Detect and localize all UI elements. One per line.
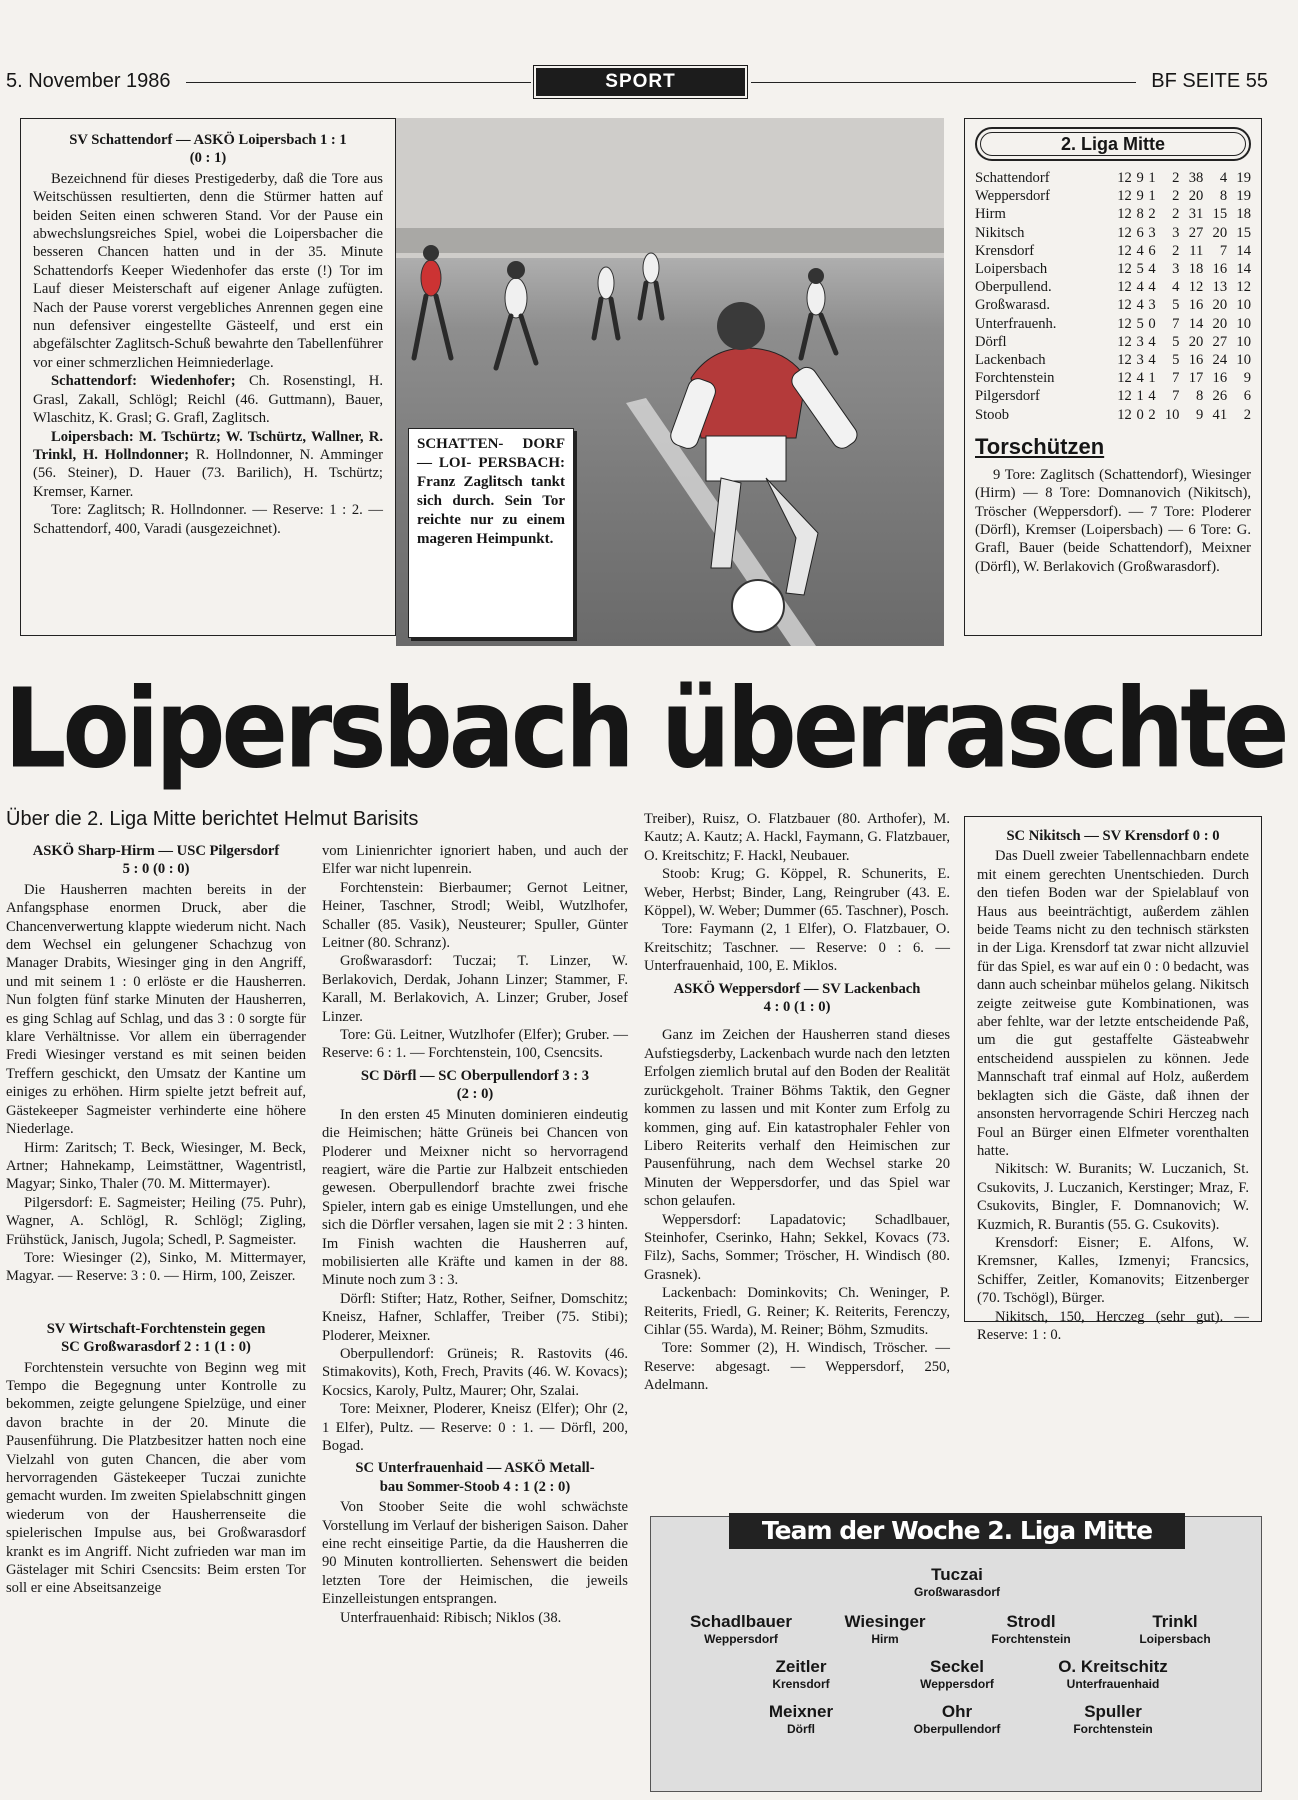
game-unterfrauenhaid-lineup-stoob: Stoob: Krug; G. Köppel, R. Schunerits, E. Weber, Herbst; Binder, Lang, Reingruber (43. E. Köppel), W. Weber; Dummer (65. Taschner), Posch. [644,866,950,920]
player-name: Schadlbauer [689,1612,793,1631]
stat-cell: 1 [1148,188,1156,205]
team-name: Krensdorf [975,242,1035,259]
standings-row [975,406,1251,424]
stat-cell: 2 [1148,406,1156,423]
standings-row [975,187,1251,205]
stat-cell: 8 [1219,188,1228,205]
standings-row [975,278,1251,296]
stat-cell: 12 [1117,352,1132,369]
stat-cell: 4 [1219,170,1228,186]
stat-cell: 6 [1148,242,1156,259]
team-player [867,1565,1047,1599]
team-player [1085,1612,1265,1646]
issue-date: 5. November 1986 [6,70,171,92]
stat-cell: 0 [1136,406,1144,423]
standings-row [975,224,1251,242]
nikitsch-box [964,816,1262,1343]
stat-cell: 19 [1236,170,1251,186]
team-name: Lackenbach [975,352,1046,369]
stat-cell: 12 [1117,188,1132,205]
standings-row [975,351,1251,369]
player-club: Krensdorf [772,1677,830,1691]
game-nikitsch-lineup-away: Krensdorf: Eisner; E. Alfons, W. Kremsner, Kalles, Izmenyi; Francsics, Schiffer, Zeitler, Komanovits; Eitzenberger (70. Tschögl), Bürger. [977,1234,1249,1307]
header-rule-left [186,82,531,83]
game-unterfrauenhaid-lineup-home: Unterfrauenhaid: Ribisch; Niklos (38. [340,1609,562,1626]
team-name: Nikitsch [975,224,1025,241]
stat-cell: 20 [1212,297,1228,314]
standings-row [975,333,1251,351]
stat-cell: 12 [1117,206,1132,223]
stat-cell: 14 [1236,242,1251,259]
team-name: Loipersbach [975,261,1048,278]
top-article-goals: Tore: Zaglitsch; R. Hollndonner. — Reserve: 1 : 2. — Schattendorf, 400, Varadi (ausgezeichnet). [33,502,383,537]
stat-cell: 8 [1136,206,1144,223]
stat-cell: 4 [1148,333,1156,350]
stat-cell: 8 [1196,388,1204,405]
column-1 [6,842,306,1598]
player-name: Wiesinger [844,1612,926,1631]
stat-cell: 2 [1172,242,1180,259]
team-player [1023,1702,1203,1736]
stat-cell: 7 [1219,242,1228,259]
stat-cell: 1 [1148,370,1156,387]
stat-cell: 19 [1236,188,1251,205]
stat-cell: 2 [1243,406,1251,423]
standings-row [975,387,1251,405]
stat-cell: 7 [1172,388,1180,405]
game-hirm-title: ASKÖ Sharp-Hirm — USC Pilgersdorf 5 : 0 (0 : 0) [32,843,280,878]
stat-cell: 13 [1212,279,1228,296]
stat-cell: 10 [1164,406,1180,423]
standings-table [975,169,1251,424]
game-doerfl-lineup-away: Oberpullendorf: Grüneis; R. Rastovits (46. Stimakovits), Koth, Frech, Pravits (46. W. Kovacs); Kocsics, Karoly, Pultz, Maurer; Ohr, Szalai. [322,1345,628,1399]
game-forchtenstein-goals: Tore: Gü. Leitner, Wutzlhofer (Elfer); Gruber. — Reserve: 6 : 1. — Forchtenstein, 100, Csencsits. [322,1027,628,1062]
page-header [6,70,1268,94]
team-name: Schattendorf [975,170,1050,186]
stat-cell: 3 [1172,261,1180,278]
column-3 [644,810,950,1395]
team-title: Team der Woche 2. Liga Mitte [729,1513,1185,1549]
stat-cell: 2 [1172,170,1180,186]
game-nikitsch-lineup-home: Nikitsch: W. Buranits; W. Luczanich, St. Csukovits, J. Luczanich, Kerstinger; Mraz, F. Csukovits, Bingler, F. Domnanovich; W. Kuzmich, R. Burantis (55. G. Csukovits). [977,1161,1249,1233]
top-article-box [20,118,396,636]
stat-cell: 18 [1188,261,1204,278]
stat-cell: 12 [1117,261,1132,278]
stat-cell: 4 [1148,261,1156,278]
top-article-lineup-home: Schattendorf: Wiedenhofer; Ch. Rosenstingl, H. Grasl, Zakall, Schlögl; Reichl (46. Guttmann), Bauer, Wlaschitz, K. Grasl; G. Grafl, Zaglitsch. [33,373,383,427]
stat-cell: 3 [1148,297,1156,314]
stat-cell: 38 [1188,170,1204,186]
game-weppersdorf-lineup-away: Lackenbach: Dominkovits; Ch. Weninger, P. Reiterits, Friedl, G. Reiner; K. Reiterits, Ferenczy, Cihlar (55. Warda), M. Reiner; Böhm, Szmudits. [644,1285,950,1338]
stat-cell: 7 [1172,370,1180,387]
team-name: Hirm [975,206,1006,223]
team-name: Weppersdorf [975,188,1051,205]
game-doerfl-body: In den ersten 45 Minuten dominieren eindeutig die Heimischen; hätte Grüneis bei Chancen von Ploderer und Meixner nicht so hervorragend reagiert, wäre die Partie zur Halbzeit entschieden gewesen. Oberpullendorf brachte zwei frische Spieler, intern gab es einige Umstellungen, und ehe sich die Dörfler versahen, lagen sie mit 2 : 3 hinten. Im Finish wachten die Hausherren auf, mobilisierten alle Kräfte und kamen in der 88. Minute noch zum 3 : 3. [322,1106,628,1289]
player-club: Forchtenstein [991,1632,1071,1646]
stat-cell: 4 [1136,370,1144,387]
stat-cell: 16 [1212,370,1228,387]
team-name: Oberpullend. [975,279,1052,296]
stat-cell: 4 [1136,279,1144,296]
top-article-lineup-away: Loipersbach: M. Tschürtz; W. Tschürtz, Wallner, R. Trinkl, H. Hollndonner; R. Hollndonner, N. Amminger (56. Steiner), D. Hauer (73. Barilich), H. Tschürtz; Kremser, Karner. [33,428,384,500]
stat-cell: 16 [1188,352,1204,369]
stat-cell: 26 [1212,388,1228,405]
stat-cell: 31 [1188,206,1204,223]
stat-cell: 9 [1196,406,1204,423]
standings-row [975,242,1251,260]
stat-cell: 12 [1117,279,1132,296]
stat-cell: 14 [1188,315,1204,332]
player-name: Ohr [941,1702,973,1721]
stat-cell: 9 [1136,188,1144,205]
byline: Über die 2. Liga Mitte berichtet Helmut Barisits [6,808,419,830]
stat-cell: 12 [1117,370,1132,387]
stat-cell: 6 [1243,388,1251,405]
stat-cell: 5 [1172,297,1180,314]
game-hirm-lineup-pilgersdorf: Pilgersdorf: E. Sagmeister; Heiling (75. Puhr), Wagner, A. Schlögl, R. Schlögl; Zigling, Frühstück, Janisch, Jugola; Schedl, P. Sagmeister. [6,1194,306,1248]
game-weppersdorf-title: ASKÖ Weppersdorf — SV Lackenbach 4 : 0 (1 : 0) [673,980,921,1016]
stat-cell: 9 [1243,370,1251,387]
stat-cell: 17 [1188,370,1204,387]
stat-cell: 4 [1148,352,1156,369]
team-name: Dörfl [975,333,1007,350]
stat-cell: 12 [1117,315,1132,332]
stat-cell: 5 [1136,261,1144,278]
team-of-the-week [650,1516,1262,1792]
player-club: Dörfl [787,1722,815,1736]
stat-cell: 4 [1136,297,1144,314]
game-forchtenstein-body: Forchtenstein versuchte von Beginn weg mit Tempo die Begegnung unter Kontrolle zu bekommen, zeigte gelungene Spielzüge, und einer davon brachte in der 20. Minute die Pausenführung. Die Platzbesitzer hatten noch eine Vielzahl von guten Chancen, die aber vom hervorragenden Gästekeeper Tuczai zunichte gemacht wurden. Im zweiten Spielabschnitt gingen wiederum von der Hausherrenseite die spielerischen Impulse aus, bei Großwarasdorf krankt es im Angriff. Nicht zufrieden war man im Gästelager mit Schiri Csencsits: Beim ersten Tor soll er eine Abseitsanzeige [6,1359,306,1597]
game-doerfl-lineup-home: Dörfl: Stifter; Hatz, Rother, Seifner, Domschitz; Kneisz, Hafner, Schlaffer, Treiber (75. Stibi); Ploderer, Meixner. [322,1290,628,1344]
stat-cell: 14 [1236,261,1251,278]
stat-cell: 12 [1117,297,1132,314]
team-player [867,1657,1047,1691]
player-club: Forchtenstein [1073,1722,1153,1736]
stat-cell: 6 [1136,224,1144,241]
stat-cell: 12 [1188,279,1204,296]
player-name: Strodl [1006,1612,1056,1631]
stat-cell: 11 [1189,242,1204,259]
player-club: Hirm [871,1632,899,1646]
stat-cell: 7 [1172,315,1180,332]
standings-row [975,296,1251,314]
game-hirm-lineup-hirm: Hirm: Zaritsch; T. Beck, Wiesinger, M. Beck, Artner; Hahnekamp, Leimstättner, Wagentristl, Magyar; Sinko, Thaler (70. M. Mittermayer). [6,1139,306,1193]
game-forchtenstein-title: SV Wirtschaft-Forchtenstein gegen SC Großwarasdorf 2 : 1 (1 : 0) [46,1320,266,1356]
game-forchtenstein-body-cont: vom Linienrichter ignoriert haben, und auch der Elfer war nicht lupenrein. [322,843,628,878]
stat-cell: 10 [1236,333,1251,350]
stat-cell: 12 [1117,224,1132,241]
game-nikitsch-body: Das Duell zweier Tabellennachbarn endete mit einem gerechten Unentschieden. Durch den tiefen Boden war der Spielablauf von Haus aus beeinträchtigt, außerdem zählen beide Teams nicht zu den technisch stärksten in der Liga. Krensdorf tat zwar nicht allzuviel für das Spiel, es war auf ein 0 : 0 bedacht, was dann auch scheinbar mühelos gelang. Nikitsch zeigte zeitweise gute Kombinationen, was aber fehlte, war der letzte entscheidende Paß, um die gut gestaffelte Gästeabwehr entscheidend ausspielen zu können. Jede Mannschaft traf einmal auf Holz, außerdem beklagten sich die Gäste, daß ihnen der ansonsten hervorragende Schiri Herczeg nach Foul an Bürger einen Elfmeter vorenthalten hatte. [977,848,1249,1159]
stat-cell: 16 [1212,261,1228,278]
top-article-title: SV Schattendorf — ASKÖ Loipersbach 1 : 1 (0 : 1) [69,132,347,167]
standings-row [975,169,1251,187]
scorers-list [975,466,1251,576]
game-hirm-body: Die Hausherren machten bereits in der Anfangsphase enormen Druck, aber die Chancenverwertung klappte wiederum nicht. Nach dem Wechsel ein gelungener Schachzug von Manager Drabits, Wiesinger ging in den Angriff, und mit seinem 1 : 0 erlöste er die Hausherren. Nun folgten fünf starke Minuten der Hausherren, es ging Schlag auf Schlag, und das 3 : 0 sorgte für klare Verhältnisse. Vor allem ein überragender Fredi Wiesinger verstand es mit seinen beiden Treffern geschickt, den Umsatz der Kantine um einiges zu erhöhen. Hirm spielte jetzt befreit auf, Gästekeeper Sagmeister verhinderte eine höhere Niederlage. [6,881,306,1138]
top-article-body: Bezeichnend für dieses Prestigederby, daß die Tore aus Weitschüssen resultierten, denn die Stürmer hatten auf beiden Seiten einen schweren Stand. Vor der Pause ein abwechslungsreiches Spiel, wobei die Loipersbacher die besseren Chancen hatten und in der 35. Minute Schattendorfs Keeper Wiedenhofer das erste (!) Tor im Lauf dieser Meisterschaft auf eigener Anlage zufügten. Nach der Pause vorerst vergebliches Anrennen gegen eine nun defensiver eingestellte Gästeelf, und erst ein abgefälschter Zaglitsch-Schuß bewahrte den Tabellenführer vor einer schmerzlichen Heimniederlage. [33,170,383,371]
stat-cell: 0 [1148,315,1156,332]
player-club: Großwarasdorf [913,1585,1000,1599]
standings-row [975,369,1251,387]
player-name: Spuller [1084,1702,1142,1721]
player-name: O. Kreitschitz [1058,1657,1168,1676]
stat-cell: 5 [1172,333,1180,350]
standings-box [964,118,1262,636]
stat-cell: 10 [1236,315,1251,332]
game-nikitsch-title: SC Nikitsch — SV Krensdorf 0 : 0 [1006,828,1220,844]
team-name: Pilgersdorf [975,388,1040,405]
stat-cell: 16 [1188,297,1204,314]
stat-cell: 20 [1188,188,1204,205]
team-name: Großwarasd. [975,297,1050,314]
team-name: Stoob [975,406,1010,423]
player-name: Tuczai [931,1565,983,1584]
stat-cell: 12 [1117,242,1132,259]
player-club: Oberpullendorf [913,1722,1001,1736]
team-player [711,1657,891,1691]
team-name: Forchtenstein [975,370,1055,387]
stat-cell: 20 [1212,315,1228,332]
player-name: Zeitler [775,1657,827,1676]
stat-cell: 10 [1236,352,1251,369]
game-weppersdorf-body: Ganz im Zeichen der Hausherren stand dieses Aufstiegsderby, Lackenbach wurde nach den letzten Erfolgen ziemlich brutal auf den Boden der Realität zurückgeholt. Trainer Böhms Taktik, den Gegner kommen zu lassen und mit Konter zum Erfolg zu kommen, ging auf. Ein katastrophaler Fehler von Libero Reiterits verhalf den Heimischen zur Pausenführung, nach dem Wechsel starke 20 Minuten der Weppersdorfer, und das Spiel war schon gelaufen. [644,1027,950,1210]
stat-cell: 12 [1117,333,1132,350]
stat-cell: 9 [1136,170,1144,186]
game-nikitsch-goals: Nikitsch, 150, Herczeg (sehr gut). — Reserve: 1 : 0. [977,1308,1249,1343]
game-forchtenstein-lineup-home: Forchtenstein: Bierbaumer; Gernot Leitner, Heiner, Taschner, Strodl; Weibl, Wutzlhofer, Schaller (85. Vasik), Neusteurer; Spuller, Günter Leitner (80. Schranz). [322,879,628,952]
stat-cell: 15 [1212,206,1228,223]
stat-cell: 2 [1148,206,1156,223]
team-player [711,1702,891,1736]
photo-caption: SCHATTEN- DORF — LOI- PERSBACH: Franz Zaglitsch tankt sich durch. Sein Tor reichte nur zu einem mageren Heimpunkt. [408,428,574,638]
standings-row [975,205,1251,223]
stat-cell: 20 [1188,333,1204,350]
stat-cell: 12 [1117,170,1132,186]
player-name: Seckel [930,1657,984,1676]
team-name: Unterfrauenh. [975,315,1057,332]
stat-cell: 4 [1172,279,1180,296]
game-unterfrauenhaid-lineup-cont: Treiber), Ruisz, O. Flatzbauer (80. Arthofer), M. Kautz; A. Kautz; A. Hackl, Faymann, G. Flatzbauer, O. Kreitschitz; F. Hackl, Neubauer. [644,811,950,864]
stat-cell: 12 [1117,406,1132,423]
stat-cell: 27 [1212,333,1228,350]
stat-cell: 4 [1136,242,1144,259]
player-club: Loipersbach [1139,1632,1211,1646]
stat-cell: 5 [1172,352,1180,369]
game-unterfrauenhaid-title: SC Unterfrauenhaid — ASKÖ Metall- bau Sommer-Stoob 4 : 1 (2 : 0) [355,1460,595,1495]
stat-cell: 27 [1188,224,1204,241]
stat-cell: 12 [1236,279,1251,296]
stat-cell: 20 [1212,224,1228,241]
stat-cell: 41 [1212,406,1228,423]
stat-cell: 4 [1148,388,1156,405]
game-unterfrauenhaid-goals: Tore: Faymann (2, 1 Elfer), O. Flatzbauer, O. Kreitschitz; Taschner. — Reserve: 0 : 6. — Unterfrauenhaid, 100, E. Miklos. [644,921,950,975]
standings-title: 2. Liga Mitte [975,127,1251,161]
section-label: SPORT [536,68,745,96]
stat-cell: 10 [1236,297,1251,314]
stat-cell: 3 [1172,224,1180,241]
player-club: Weppersdorf [920,1677,994,1691]
standings-row [975,260,1251,278]
main-headline: Loipersbach überraschte [4,665,1286,794]
stat-cell: 24 [1212,352,1228,369]
page-number: BF SEITE 55 [1151,70,1268,92]
stat-cell: 2 [1172,188,1180,205]
stat-cell: 12 [1117,388,1132,405]
game-doerfl-goals: Tore: Meixner, Ploderer, Kneisz (Elfer); Ohr (2, 1 Elfer), Pultz. — Reserve: 0 : 1. — Dörfl, 200, Bogad. [322,1401,628,1454]
stat-cell: 1 [1136,388,1144,405]
player-name: Meixner [768,1702,834,1721]
stat-cell: 3 [1148,224,1156,241]
stat-cell: 18 [1236,206,1251,223]
game-forchtenstein-lineup-away: Großwarasdorf: Tuczai; T. Linzer, W. Berlakovich, Derdak, Johann Linzer; Stammer, F. Karall, M. Berlakovich, A. Linzer; Gruber, Josef Linzer. [322,953,628,1025]
scorers-text: 9 Tore: Zaglitsch (Schattendorf), Wiesinger (Hirm) — 8 Tore: Domnanovich (Nikitsch), Tröscher (Weppersdorf). — 7 Tore: Ploderer (Dörfl), Kremser (Loipersbach) — 6 Tore: G. Grafl, Bauer (beide Schattendorf), Meixner (Dörfl), W. Berlakovich (Großwarasdorf). [975,466,1251,575]
game-weppersdorf-goals: Tore: Sommer (2), H. Windisch, Tröscher. — Reserve: abgesagt. — Weppersdorf, 250, Adelmann. [644,1340,950,1394]
game-weppersdorf-lineup-home: Weppersdorf: Lapadatovic; Schadlbauer, Steinhofer, Cserinko, Hahn; Sekkel, Kovacs (73. Filz), Sachs, Sommer; Tröscher, H. Windisch (80. Grasnek). [644,1211,950,1283]
game-doerfl-title: SC Dörfl — SC Oberpullendorf 3 : 3 (2 : 0) [360,1067,590,1103]
header-rule-right [751,82,1136,83]
stat-cell: 3 [1136,352,1144,369]
standings-row [975,315,1251,333]
game-hirm-goals: Tore: Wiesinger (2), Sinko, M. Mittermayer, Magyar. — Reserve: 3 : 0. — Hirm, 100, Zeiszer. [6,1249,306,1285]
player-name: Trinkl [1152,1612,1198,1631]
team-player [1023,1657,1203,1691]
stat-cell: 2 [1172,206,1180,223]
stat-cell: 5 [1136,315,1144,332]
game-unterfrauenhaid-body: Von Stoober Seite die wohl schwächste Vorstellung im Verlauf der bisherigen Saison. Daher eine recht einseitige Partie, da die Hausherren die 90 Minuten kontrollierten. Sehenswert die beiden letzten Tore der Heimischen, die jeweils Einzelleistungen entsprangen. [322,1499,628,1608]
stat-cell: 3 [1136,333,1144,350]
stat-cell: 15 [1236,224,1251,241]
column-2 [322,842,628,1627]
scorers-title: Torschützen [975,433,1105,459]
stat-cell: 1 [1148,170,1156,186]
team-player [867,1702,1047,1736]
player-club: Weppersdorf [704,1632,778,1646]
stat-cell: 4 [1148,279,1156,296]
player-club: Unterfrauenhaid [1066,1677,1160,1691]
